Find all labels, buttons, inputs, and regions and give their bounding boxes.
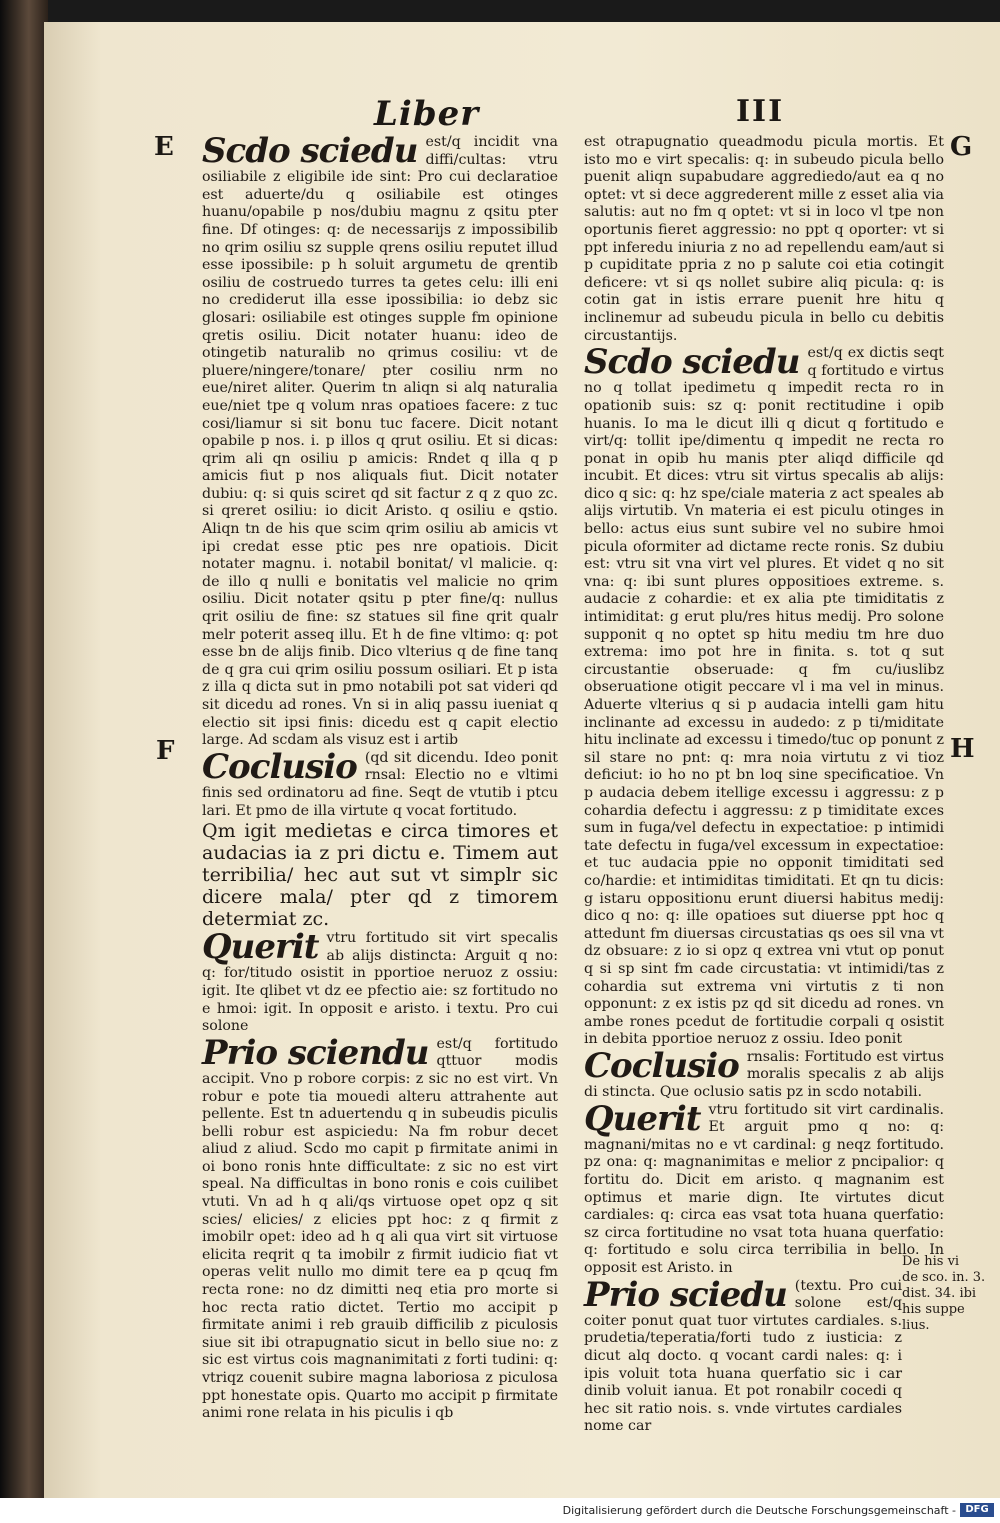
book-binding-edge [0,0,48,1498]
paragraph [584,1274,902,1436]
paragraph-text: est/q ex dictis seqt q fortitudo e virtus no q tollat ipedimetu q impedit recta ro in opationib suis: sz q: ponit rectitudine i opib huanis. Io ma le dicut illi q dicut q fortitudo e virt/q: tollit ipe/dimentu q impedit ne recta ro ponat in opib hu manis pter aliqd difficile qd incubit. Et dices: vtru sit virtus specalis ab alijs: dico q sic: q: hz spe/ciale materia z act speales ab alijs virtutib. Vn materia ei est piculu otinges in bello: actus eius sunt subire vel no subire hmoi picula oformiter ad dictame recte ronis. Sz dubiu est: vtru sit vna virt vel plures. Et videt q no sit vna: q: ibi sunt plures oppositioes extreme. s. audacie z cohardie: et ex alia pte timiditatis z intimiditat: g erut plu/res hitus medij. Pro solone supponit q no optet sp hitu mediu tm hre duo extrema: imo pot hre in finita. s. tot q sut circustantie obseruade: q fm cu/iuslibz obseruatione otigit peccare vl i ma vel in minus. Aduerte vlterius q si p audacia intelli gam hitu inclinante ad excessu in audedo: z p ti/miditate hitu inclinate ad excessu i timedo/tuc op ponunt z sil stare no pnt: q: mra noia virtutu z vi tioz deficiut: io ho no pt bn loq sine specificatioe. Vn p audacia debem itellige excessu i aggressu: z p cohardia defectu i aggressu: z p timiditate exces sum in fuga/vel defectu in expectatioe: p intimidi tate defectu in fuga/vel excessum in expectatioe: et tuc audacia ppie no opponit timiditati sed co/hardie: et intimiditas timiditati. Et qn tu dicis: g istaru oppositionu erunt diuersi habitus medij: dico q no: q: ille opatioes sut diuerse ppt hoc q attedunt fm diuersas circustatias qs oes sil vna vt dz obsuare: z io si opz q extrea vni vtut op ponut q si sp sint fm cade circustatia: vt intimidi/tas z cohardia sut extrema vni virtutis z ti non opponunt: z ex istis pz qd sit dicedu ad rones. vn ambe rones pcedut de fortitudie corpali q osistit in debita pportioe neruoz z ossiu. Ideo ponit [584,345,944,1048]
paragraph-text: rnsalis: Fortitudo est virtus moralis specalis z ab alijs di stincta. Que oclusio satis pz in scdo notabili. [584,1048,944,1101]
book-page [44,22,1000,1498]
section-heading: Scdo sciedu [584,342,800,383]
margin-letter-g: G [950,132,973,162]
marginal-note [902,1254,1000,1334]
left-column [202,131,558,1423]
footer-bar [0,1498,1000,1523]
margin-letter-h: H [950,734,975,764]
marginal-note-line: his suppe [902,1302,965,1317]
funding-credit: Digitalisierung gefördert durch die Deutsche Forschungsgemeinschaft - [562,1504,956,1517]
margin-letter-e: E [154,132,174,162]
paragraph-text: est/q incidit vna diffi/cultas: vtru osiliabile z eligibile ide sint: Pro cui declaratioe est aduerte/du q osiliabile est otinges huanu/opabile p nos/dubiu magnu z qsitu pter fine. Df otinges: q: de necessarijs z impossibilib no qrim osiliu sz supple qrens osiliu reputet illud esse ipossibile: p h soluit argumetu de qrentib osiliu de costruedo turres ta getes celu: illi eni no crediderut illa esse ipossibilia: io debz sic glosari: osiliabile est otinges supple fm opinione qretis osiliu. Dicit notater huanu: ideo de otingetib naturalib no qrimus cosiliu: vt de pluere/ningere/tonare/ pter cosiliu nrm no eue/niret aliter. Querim tn aliqn si alq naturalia eue/niet tpe q volum nras opatioes facere: z tuc cosi/liamur si sit bonu tuc facere. Dicit notant opabile p nos. i. p illos q qrut osiliu. Et si dicas: qrim ali qn osiliu p amicis: Rndet q illa q p amicis fiut p nos aliquals fiut. Dicit notater dubiu: q: si quis sciret qd sit factur z q z quo zc. si qreret osiliu: io dicit Aristo. q osiliu e qstio. Aliqn tn de his que scim qrim osiliu ab amicis vt ipi credat esse ptic pes nre opatiois. Dicit notater magnu. i. notabil bonitat/ vl malicie. q: de illo q nulli e bonitatis vel malicie no qrim osiliu. Dicit notater qsitu p pter fine/q: nullus qrit osiliu de fine: sz statues sil fine qrit qualr melr poterit asseq illu. Et h de fine vltimo: q: pot esse bn de alijs finib. Dico vlterius q de fine tanq de q gra cui qrim osiliu possum osiliari. Et p ista z illa q dicta sut in pmo notabili pot sat videri qd sit dicedu ad rones. Vn si in aliq passu iueniat q electio sit ipsi finis: dicedu est q capit electio large. Ad scdam als visuz est i artib [202,134,558,749]
paragraph-text: est otrapugnatio queadmodu picula mortis. Et isto mo e virt specalis: q: in subeudo picula bello puenit aliqn supabudare aggrediedo/aut ea q no optet: vt si dece aggrederent mille z esset alia via salutis: aut no fm q optet: vt si in loco vl tpe non oportunis fieret aggressio: no ppt q oporter: vt si ppt inferedu iniuria z no ad repellendu eam/aut si p cupiditate ppria z no p salute coi etia cotingit deficere: vt si qs nollet subire aliq picula: q: is cotin gat in istis errare puenit hre hitu q inclinemur ad subeudu picula in bello cu debitis circustantijs. [584,134,944,344]
paragraph-text: (textu. Pro cui solone est/q coiter ponut quat tuor virtutes cardiales. s. prudetia/teperatia/forti tudo z iusticia: z dicut alq docto. q vocant cardi nales: q: i ipis voluit tota huana querfatio sic i car dinib voluit ianua. Et pot ronabilr cocedi q hec sit ratio nois. s. vnde virtutes cardiales nome car [584,1277,902,1435]
running-head: Liber [374,94,480,134]
paragraph-text: vtru fortitudo sit virt specalis ab alijs distincta: Arguit q no: q: for/titudo osistit in pportioe neruoz z ossiu: igit. Ite qlibet vt dz ee pfectio aie: sz fortitudo no e hmoi: igit. In opposit e aristo. i textu. Pro cui solone [202,930,558,1035]
paragraph [584,1045,944,1102]
lemma-text: Qm igit medietas e circa timores et audacias ia z pri dictu e. Timem aut terribilia/ hec aut sut vt simplr sic dicere mala/ pter qd z timorem determiat zc. [202,820,558,931]
marginal-note-line: de sco. in. 3. [902,1270,986,1285]
folio-number: III [736,94,785,129]
marginal-note-line: De his vi [902,1254,960,1269]
paragraph-text: est/q fortitudo qttuor modis accipit. Vno p robore corpis: z sic no est virt. Vn robur e pote tia mouedi alteru attrahente aut pellente. Est tn aduertendu q in subeudis piculis belli robur est aspiciedu: Na fm robur decet aliud z aliud. Scdo mo capit p firmitate animi in oi bono ronis hnte difficultate: z sic no est virt speal. Na difficultas in bono ronis e cois cuilibet vtuti. Vn ad h q ali/qs virtuose opet opz q sit scies/ elicies/ z elicies ppt hoc: z q firmit z imobilr opet: ideo ad h q ali qua virt sit virtuose elicita reqrit q ta imobilr z firmit iudicio fiat vt operas velit nullo mo dimit tere ea p qcuq fm recta rone: no dz dimitti neq etia pro morte si hoc recta ratio dictet. Tertio mo accipit p firmitate animi i reb grauib difficilib z piculosis siue sit ibi otrapugnatio sicut in bello siue no: z sic est virtus cois magnanimitati z forti tudini: q: vtriqz couenit subire magna laboriosa z piculosa ppt honestate opis. Quarto mo accipit p firmitate animi rone relata in his piculis i qb [202,1035,558,1422]
section-heading: Coclusio [202,746,357,787]
section-heading: Scdo sciedu [202,131,418,171]
section-heading: Coclusio [584,1045,739,1086]
marginal-note-line: dist. 34. ibi [902,1286,977,1301]
paragraph-text: (qd sit dicendu. Ideo ponit rnsal: Electio no e vltimi finis sed ordinatoru ad fine. Seqt de vtutib i ptcu lari. Et pmo de illa virtute q vocat fortitudo. [202,749,558,819]
paragraph [202,746,558,820]
section-heading: Querit [584,1098,701,1139]
dfg-logo: DFG [960,1503,994,1517]
right-column [584,134,944,1436]
margin-letter-f: F [156,736,175,766]
paragraph [202,1032,558,1423]
marginal-note-line: lius. [902,1318,930,1333]
paragraph [584,1098,944,1278]
paragraph [584,342,944,1049]
paragraph-text: vtru fortitudo sit virt cardinalis. Et arguit pmo q no: q: magnani/mitas no e vt cardinal: g neqz fortitudo. pz ona: q: magnanimitas e melior z pncipalior: q fortitu do. Dicit em aristo. q magnanim est optimus et marie dign. Ite virtutes dicut cardiales: q: circa eas vsat tota huana querfatio: sz circa fortitudine no vsat tota huana querfatio: q: fortitudo e solu circa terribilia in bello. In opposit est Aristo. in [584,1101,944,1276]
section-heading: Querit [202,927,319,968]
paragraph [202,927,558,1036]
section-heading: Prio sciedu [584,1274,787,1315]
paragraph [202,131,558,750]
section-heading: Prio sciendu [202,1032,429,1073]
